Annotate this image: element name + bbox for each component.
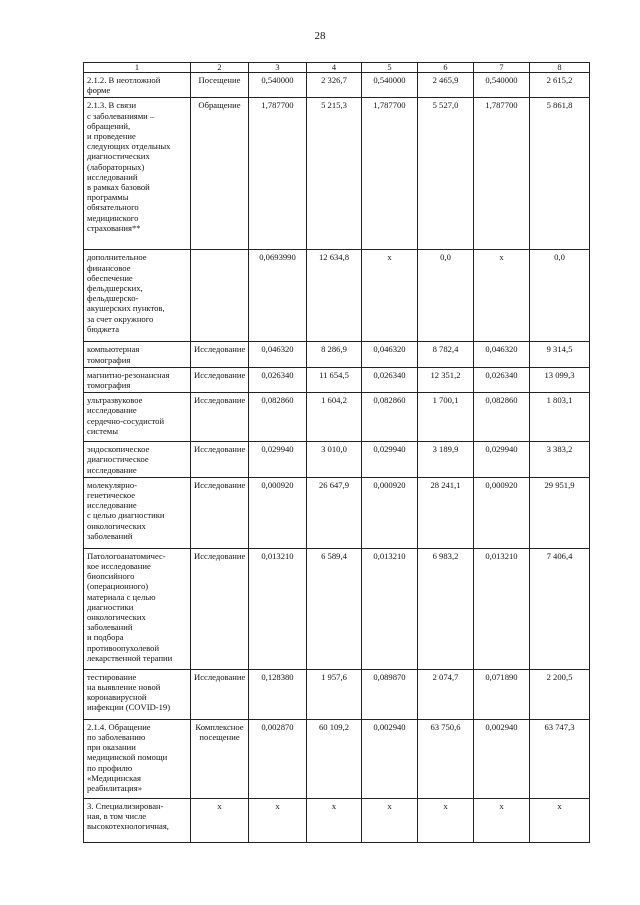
- row-name: 2.1.4. Обращение по заболеванию при оказании медицинской помощи по профилю «Медицинская реабилитация»: [84, 719, 191, 798]
- value-col-3: 0,013210: [249, 548, 307, 669]
- value-col-5: 0,013210: [362, 548, 418, 669]
- value-col-7: 0,071890: [474, 669, 530, 719]
- row-name: Патологоанатомичес- кое исследование биопсийного (операционного) материала с целью диагностики онкологических заболеваний и подбора противоопухолевой лекарственной терапии: [84, 548, 191, 669]
- unit-of-measure: Исследование: [191, 669, 249, 719]
- row-name: ультразвуковое исследование сердечно-сосудистой системы: [84, 393, 191, 442]
- unit-of-measure: Исследование: [191, 442, 249, 478]
- value-col-5: 1,787700: [362, 98, 418, 250]
- value-col-6: 8 782,4: [418, 342, 474, 367]
- value-col-4: 60 109,2: [307, 719, 362, 798]
- table-row: [84, 367, 590, 392]
- value-col-6: 28 241,1: [418, 477, 474, 548]
- value-col-7: х: [474, 798, 530, 842]
- row-name: молекулярно- генетическое исследование с целью диагностики онкологических заболеваний: [84, 477, 191, 548]
- value-col-6: х: [418, 798, 474, 842]
- unit-of-measure: Исследование: [191, 342, 249, 367]
- unit-of-measure: Исследование: [191, 477, 249, 548]
- value-col-4: х: [307, 798, 362, 842]
- value-col-3: 1,787700: [249, 98, 307, 250]
- column-number-row: [84, 63, 590, 73]
- value-col-7: 0,026340: [474, 367, 530, 392]
- table-row: [84, 548, 590, 669]
- row-name: тестирование на выявление новой коронавирусной инфекции (COVID-19): [84, 669, 191, 719]
- value-col-7: 1,787700: [474, 98, 530, 250]
- table-row: [84, 73, 590, 98]
- value-col-5: 0,002940: [362, 719, 418, 798]
- value-col-6: 63 750,6: [418, 719, 474, 798]
- row-name: 3. Специализирован- ная, в том числе высокотехнологичная,: [84, 798, 191, 842]
- row-name: компьютерная томография: [84, 342, 191, 367]
- value-col-5: 0,029940: [362, 442, 418, 478]
- value-col-4: 12 634,8: [307, 250, 362, 342]
- column-number: 6: [418, 63, 474, 73]
- value-col-5: 0,082860: [362, 393, 418, 442]
- table-row: [84, 393, 590, 442]
- value-col-6: 2 465,9: [418, 73, 474, 98]
- value-col-8: 0,0: [530, 250, 590, 342]
- value-col-8: 1 803,1: [530, 393, 590, 442]
- value-col-3: 0,082860: [249, 393, 307, 442]
- value-col-7: 0,046320: [474, 342, 530, 367]
- value-col-6: 0,0: [418, 250, 474, 342]
- value-col-8: 2 615,2: [530, 73, 590, 98]
- value-col-6: 3 189,9: [418, 442, 474, 478]
- value-col-7: х: [474, 250, 530, 342]
- value-col-7: 0,029940: [474, 442, 530, 478]
- row-name: эндоскопическое диагностическое исследование: [84, 442, 191, 478]
- table-row: [84, 477, 590, 548]
- value-col-3: 0,000920: [249, 477, 307, 548]
- column-number: 3: [249, 63, 307, 73]
- value-col-7: 0,002940: [474, 719, 530, 798]
- table-row: [84, 798, 590, 842]
- column-number: 4: [307, 63, 362, 73]
- value-col-8: 3 383,2: [530, 442, 590, 478]
- column-number: 7: [474, 63, 530, 73]
- table-row: [84, 442, 590, 478]
- row-name: дополнительное финансовое обеспечение фельдшерских, фельдшерско- акушерских пунктов, за счет окружного бюджета: [84, 250, 191, 342]
- value-col-8: 29 951,9: [530, 477, 590, 548]
- value-col-4: 2 326,7: [307, 73, 362, 98]
- value-col-8: 2 200,5: [530, 669, 590, 719]
- value-col-6: 6 983,2: [418, 548, 474, 669]
- value-col-8: 63 747,3: [530, 719, 590, 798]
- value-col-3: 0,002870: [249, 719, 307, 798]
- value-col-8: 9 314,5: [530, 342, 590, 367]
- row-name: 2.1.2. В неотложной форме: [84, 73, 191, 98]
- column-number: 1: [84, 63, 191, 73]
- value-col-6: 2 074,7: [418, 669, 474, 719]
- row-name: магнитно-резонансная томография: [84, 367, 191, 392]
- value-col-7: 0,082860: [474, 393, 530, 442]
- value-col-7: 0,000920: [474, 477, 530, 548]
- value-col-3: 0,046320: [249, 342, 307, 367]
- value-col-5: 0,089870: [362, 669, 418, 719]
- value-col-8: 5 861,8: [530, 98, 590, 250]
- value-col-5: 0,046320: [362, 342, 418, 367]
- unit-of-measure: х: [191, 798, 249, 842]
- value-col-5: х: [362, 250, 418, 342]
- value-col-5: 0,026340: [362, 367, 418, 392]
- value-col-3: 0,029940: [249, 442, 307, 478]
- value-col-4: 1 957,6: [307, 669, 362, 719]
- value-col-5: х: [362, 798, 418, 842]
- column-number: 8: [530, 63, 590, 73]
- row-name: 2.1.3. В связи с заболеваниями – обращений, и проведение следующих отдельных диагностических (лабораторных) исследований в рамках базовой программы обязательного медицинского страхования**: [84, 98, 191, 250]
- norms-table: [83, 62, 590, 843]
- value-col-4: 8 286,9: [307, 342, 362, 367]
- column-number: 2: [191, 63, 249, 73]
- value-col-4: 5 215,3: [307, 98, 362, 250]
- value-col-3: 0,026340: [249, 367, 307, 392]
- unit-of-measure: Комплексное посещение: [191, 719, 249, 798]
- value-col-5: 0,000920: [362, 477, 418, 548]
- table-row: [84, 250, 590, 342]
- value-col-6: 1 700,1: [418, 393, 474, 442]
- value-col-4: 3 010,0: [307, 442, 362, 478]
- value-col-4: 11 654,5: [307, 367, 362, 392]
- value-col-3: 0,540000: [249, 73, 307, 98]
- value-col-6: 5 527,0: [418, 98, 474, 250]
- value-col-8: 7 406,4: [530, 548, 590, 669]
- unit-of-measure: Исследование: [191, 548, 249, 669]
- value-col-5: 0,540000: [362, 73, 418, 98]
- value-col-8: х: [530, 798, 590, 842]
- unit-of-measure: Исследование: [191, 367, 249, 392]
- value-col-7: 0,013210: [474, 548, 530, 669]
- table-row: [84, 342, 590, 367]
- page-number: 28: [314, 30, 326, 42]
- unit-of-measure: Исследование: [191, 393, 249, 442]
- table-row: [84, 719, 590, 798]
- value-col-4: 26 647,9: [307, 477, 362, 548]
- value-col-3: 0,0693990: [249, 250, 307, 342]
- value-col-7: 0,540000: [474, 73, 530, 98]
- value-col-3: х: [249, 798, 307, 842]
- value-col-8: 13 099,3: [530, 367, 590, 392]
- unit-of-measure: Обращение: [191, 98, 249, 250]
- unit-of-measure: Посещение: [191, 73, 249, 98]
- column-number: 5: [362, 63, 418, 73]
- value-col-4: 6 589,4: [307, 548, 362, 669]
- table-row: [84, 669, 590, 719]
- value-col-4: 1 604,2: [307, 393, 362, 442]
- value-col-6: 12 351,2: [418, 367, 474, 392]
- table-body: [84, 63, 590, 843]
- unit-of-measure: [191, 250, 249, 342]
- table-row: [84, 98, 590, 250]
- value-col-3: 0,128380: [249, 669, 307, 719]
